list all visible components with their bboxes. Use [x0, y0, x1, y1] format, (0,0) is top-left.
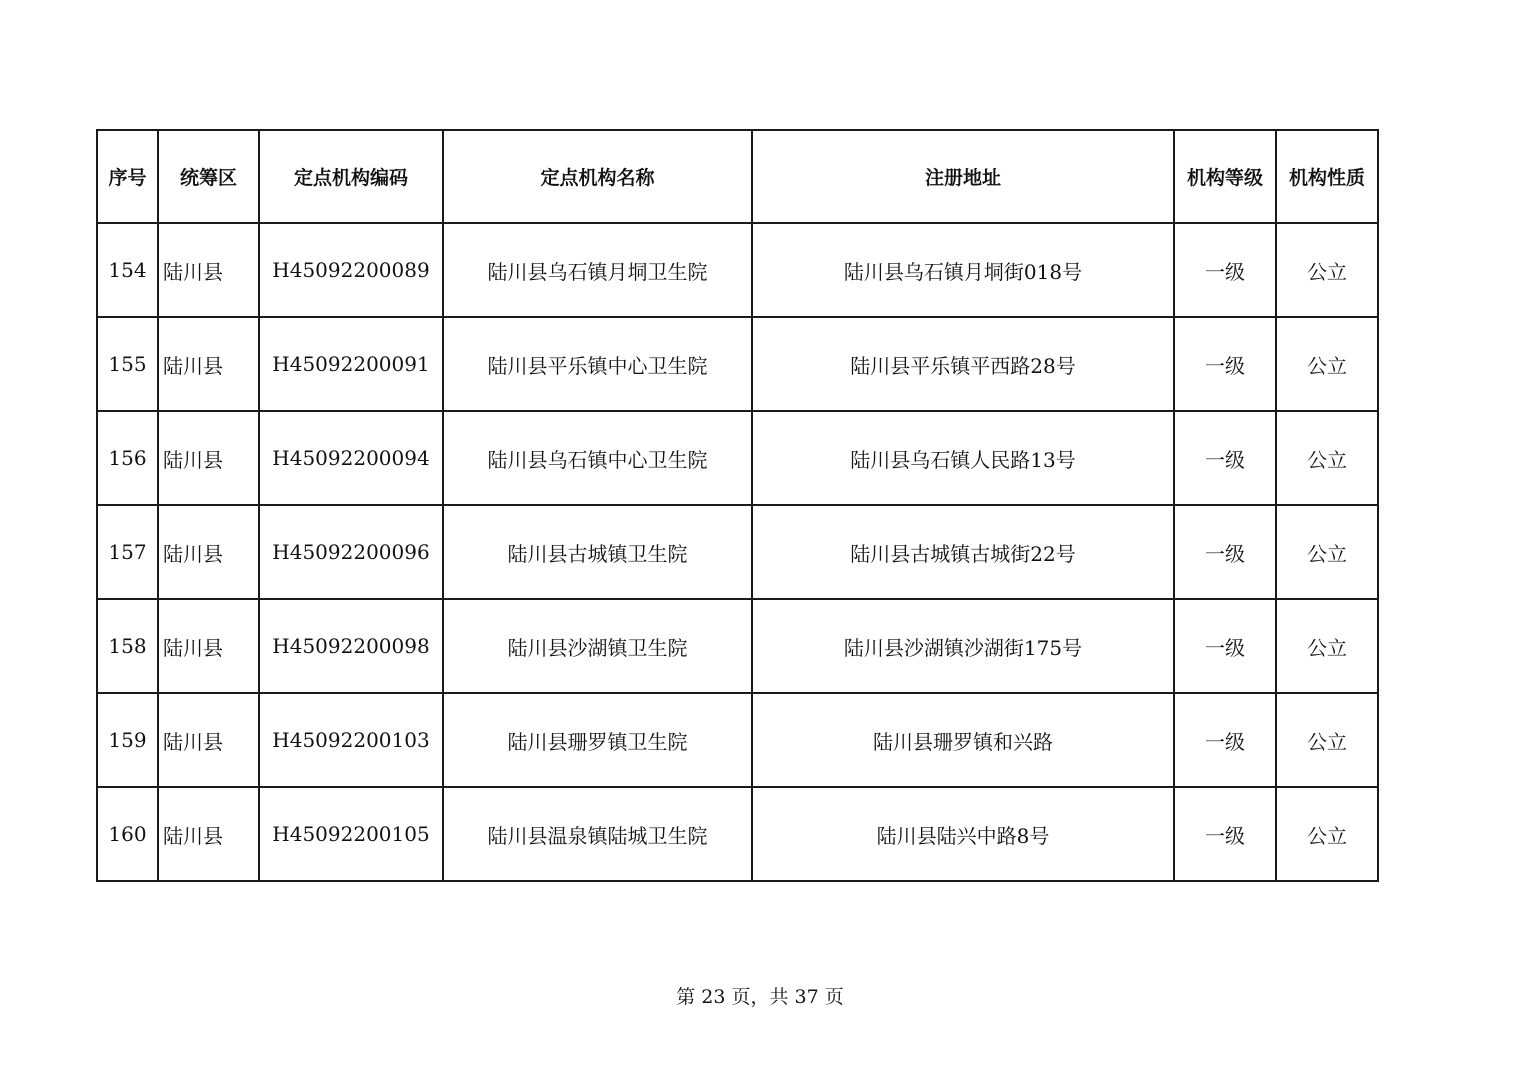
cell-institution-level: 一级: [1174, 505, 1276, 599]
table-row: [97, 505, 1378, 599]
cell-institution-code: H45092200091: [259, 317, 443, 411]
cell-institution-name: 陆川县温泉镇陆城卫生院: [443, 787, 752, 881]
cell-institution-level: 一级: [1174, 223, 1276, 317]
cell-institution-code: H45092200103: [259, 693, 443, 787]
cell-institution-nature: 公立: [1276, 223, 1378, 317]
cell-institution-level: 一级: [1174, 317, 1276, 411]
cell-institution-nature: 公立: [1276, 599, 1378, 693]
table-row: [97, 599, 1378, 693]
table-row: [97, 787, 1378, 881]
cell-serial-number: 157: [97, 505, 158, 599]
header-institution-code: 定点机构编码: [259, 130, 443, 223]
cell-institution-code: H45092200105: [259, 787, 443, 881]
cell-serial-number: 156: [97, 411, 158, 505]
institution-table: [96, 129, 1379, 882]
table-header: [97, 130, 1378, 223]
cell-coordination-area: 陆川县: [158, 693, 259, 787]
table-row: [97, 693, 1378, 787]
cell-institution-code: H45092200094: [259, 411, 443, 505]
header-institution-nature: 机构性质: [1276, 130, 1378, 223]
cell-institution-nature: 公立: [1276, 787, 1378, 881]
header-row: [97, 130, 1378, 223]
header-registered-address: 注册地址: [752, 130, 1174, 223]
header-serial-number: 序号: [97, 130, 158, 223]
cell-institution-level: 一级: [1174, 411, 1276, 505]
cell-coordination-area: 陆川县: [158, 223, 259, 317]
cell-institution-code: H45092200096: [259, 505, 443, 599]
cell-serial-number: 159: [97, 693, 158, 787]
cell-serial-number: 154: [97, 223, 158, 317]
cell-institution-nature: 公立: [1276, 505, 1378, 599]
cell-registered-address: 陆川县古城镇古城街22号: [752, 505, 1174, 599]
cell-registered-address: 陆川县沙湖镇沙湖街175号: [752, 599, 1174, 693]
cell-institution-name: 陆川县乌石镇月垌卫生院: [443, 223, 752, 317]
table-body: [97, 223, 1378, 881]
cell-institution-name: 陆川县珊罗镇卫生院: [443, 693, 752, 787]
cell-institution-nature: 公立: [1276, 317, 1378, 411]
header-coordination-area: 统筹区: [158, 130, 259, 223]
cell-registered-address: 陆川县乌石镇人民路13号: [752, 411, 1174, 505]
cell-coordination-area: 陆川县: [158, 787, 259, 881]
cell-serial-number: 160: [97, 787, 158, 881]
cell-registered-address: 陆川县平乐镇平西路28号: [752, 317, 1174, 411]
cell-institution-code: H45092200089: [259, 223, 443, 317]
header-institution-name: 定点机构名称: [443, 130, 752, 223]
cell-coordination-area: 陆川县: [158, 411, 259, 505]
cell-coordination-area: 陆川县: [158, 599, 259, 693]
header-institution-level: 机构等级: [1174, 130, 1276, 223]
table-row: [97, 317, 1378, 411]
cell-institution-name: 陆川县沙湖镇卫生院: [443, 599, 752, 693]
cell-registered-address: 陆川县陆兴中路8号: [752, 787, 1174, 881]
cell-registered-address: 陆川县珊罗镇和兴路: [752, 693, 1174, 787]
cell-institution-level: 一级: [1174, 787, 1276, 881]
cell-institution-code: H45092200098: [259, 599, 443, 693]
table-row: [97, 411, 1378, 505]
cell-coordination-area: 陆川县: [158, 505, 259, 599]
cell-coordination-area: 陆川县: [158, 317, 259, 411]
cell-institution-level: 一级: [1174, 693, 1276, 787]
cell-institution-name: 陆川县乌石镇中心卫生院: [443, 411, 752, 505]
cell-institution-name: 陆川县古城镇卫生院: [443, 505, 752, 599]
table-row: [97, 223, 1378, 317]
cell-serial-number: 158: [97, 599, 158, 693]
cell-institution-nature: 公立: [1276, 411, 1378, 505]
cell-institution-level: 一级: [1174, 599, 1276, 693]
cell-institution-name: 陆川县平乐镇中心卫生院: [443, 317, 752, 411]
cell-registered-address: 陆川县乌石镇月垌街018号: [752, 223, 1174, 317]
cell-institution-nature: 公立: [1276, 693, 1378, 787]
cell-serial-number: 155: [97, 317, 158, 411]
page-number-footer: 第 23 页，共 37 页: [676, 986, 844, 1008]
